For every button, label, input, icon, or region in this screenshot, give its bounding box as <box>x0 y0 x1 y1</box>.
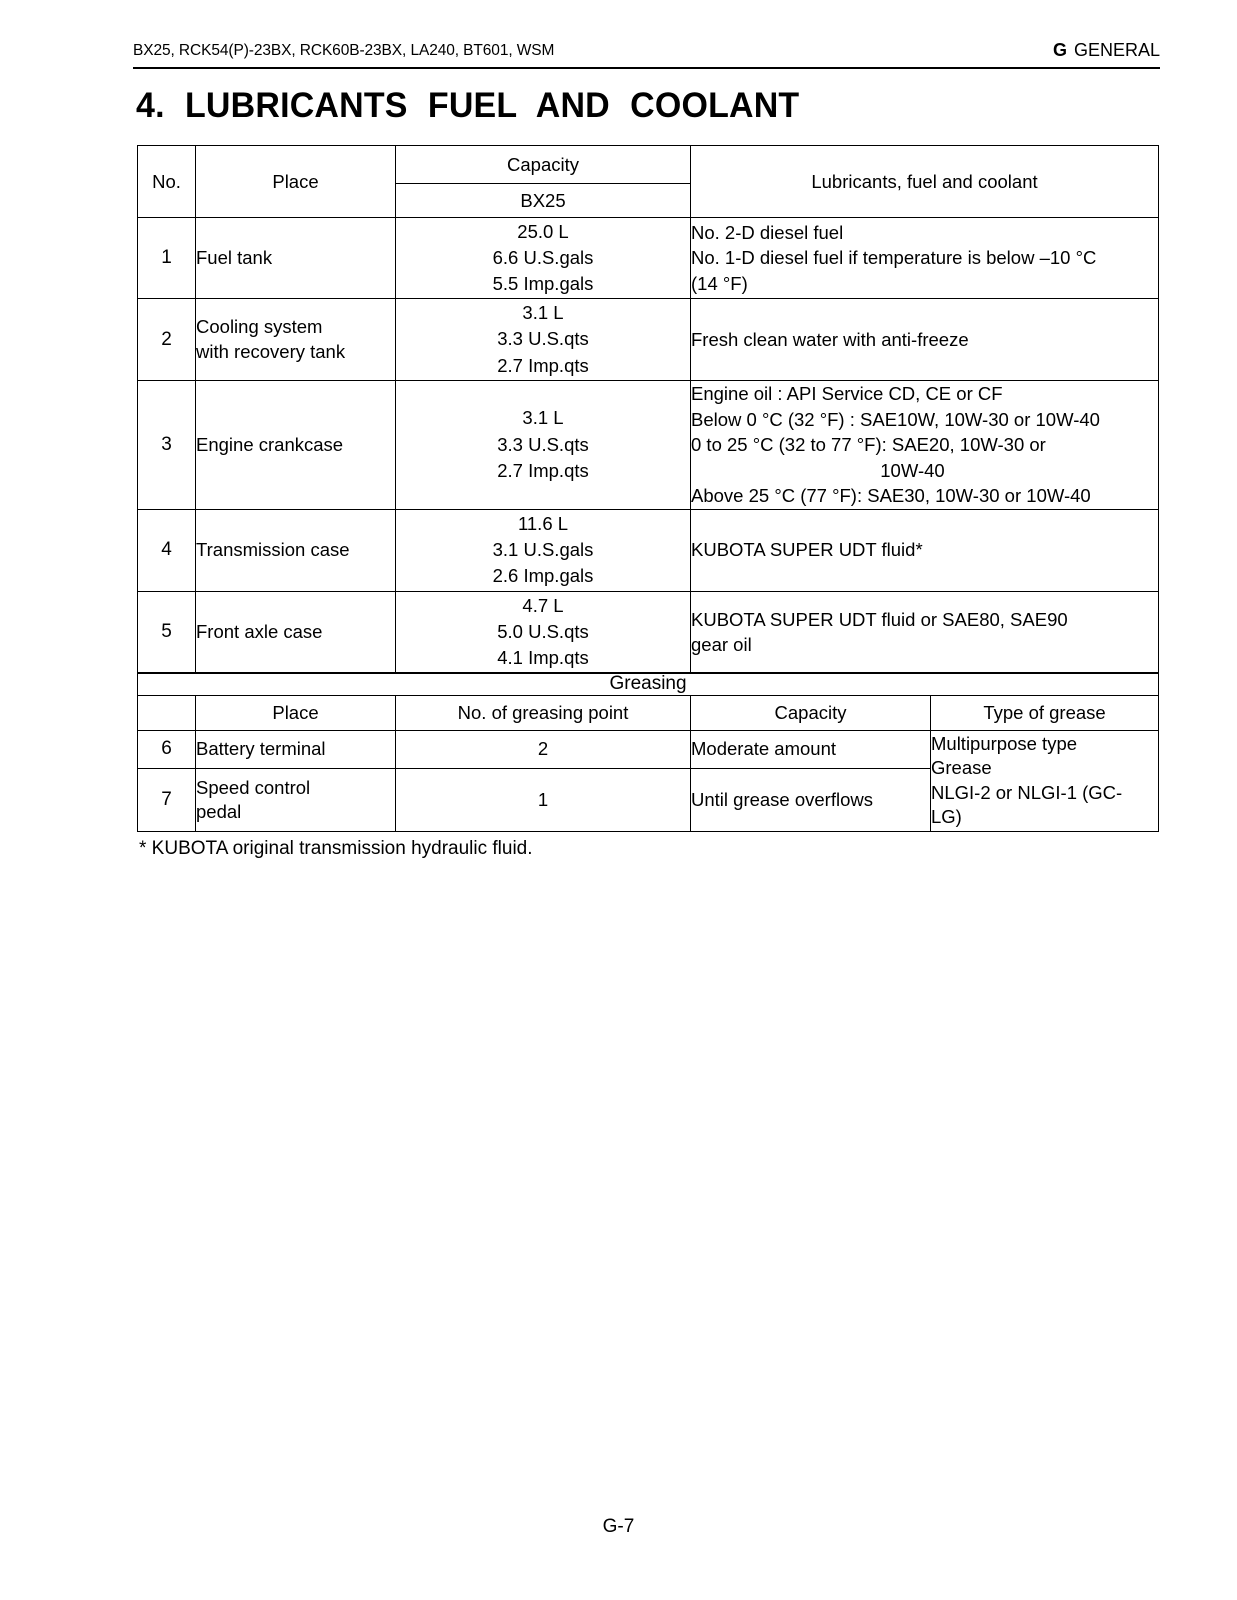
row-number: 3 <box>138 381 196 510</box>
row-grease-type <box>931 730 1159 831</box>
place-line: Front axle case <box>196 621 323 643</box>
lubricant-line: (14 °F) <box>691 272 748 294</box>
row-greasing-points: 2 <box>396 730 691 768</box>
specs-table-wrapper <box>137 145 1158 832</box>
lubricant-line: No. 1-D diesel fuel if temperature is below –10 °C <box>691 247 1097 269</box>
table-row <box>138 381 1159 510</box>
row-place <box>196 381 396 510</box>
row-number: 4 <box>138 509 196 591</box>
lubricant-line: Engine oil : API Service CD, CE or CF <box>691 383 1003 404</box>
row-number: 2 <box>138 299 196 381</box>
greasing-col-header-place: Place <box>196 695 396 730</box>
row-place <box>196 218 396 299</box>
table-footnote: * KUBOTA original transmission hydraulic fluid. <box>139 838 533 859</box>
row-number: 7 <box>138 768 196 831</box>
capacity-line: 11.6 L <box>517 512 569 534</box>
row-lubricants <box>691 381 1159 510</box>
lubricant-line: KUBOTA SUPER UDT fluid* <box>691 539 923 561</box>
lubricant-line: 0 to 25 °C (32 to 77 °F): SAE20, 10W-30 or <box>691 434 1046 456</box>
col-header-capacity: Capacity <box>396 146 691 184</box>
lubricant-line: 10W-40 <box>880 459 945 481</box>
grease-type-line: NLGI-2 or NLGI-1 (GC- <box>931 781 1123 803</box>
row-lubricants <box>691 509 1159 591</box>
place-line: Speed control <box>196 776 311 798</box>
capacity-line: 3.3 U.S.qts <box>497 328 589 350</box>
greasing-band-row <box>138 672 1159 695</box>
row-place <box>196 591 396 673</box>
greasing-col-header-no <box>138 695 196 730</box>
capacity-line: 3.3 U.S.qts <box>497 433 589 455</box>
capacity-line: 6.6 U.S.gals <box>492 246 594 268</box>
row-capacity <box>396 509 691 591</box>
place-line: Battery terminal <box>196 738 326 760</box>
row-lubricants <box>691 218 1159 299</box>
place-line: Cooling system <box>196 316 323 338</box>
capacity-line: 3.1 U.S.gals <box>492 538 594 560</box>
header-rule <box>133 67 1160 69</box>
grease-type-line: LG) <box>931 806 962 828</box>
row-number: 6 <box>138 730 196 768</box>
capacity-line: 3.1 L <box>522 302 564 324</box>
lubricant-line: KUBOTA SUPER UDT fluid or SAE80, SAE90 <box>691 608 1068 630</box>
table-row <box>138 509 1159 591</box>
row-capacity <box>396 218 691 299</box>
lubricants-table <box>137 145 1159 674</box>
greasing-col-header-capacity: Capacity <box>691 695 931 730</box>
greasing-col-header-points: No. of greasing point <box>396 695 691 730</box>
col-header-no: No. <box>138 146 196 218</box>
place-line: Transmission case <box>196 539 350 561</box>
greasing-table <box>137 672 1159 832</box>
row-place <box>196 730 396 768</box>
capacity-line: 5.5 Imp.gals <box>492 273 594 295</box>
col-header-lubricants: Lubricants, fuel and coolant <box>691 146 1159 218</box>
row-number: 1 <box>138 218 196 299</box>
capacity-line: 4.1 Imp.qts <box>497 647 589 669</box>
header-section-letter: G <box>1052 40 1067 60</box>
header-model-list: BX25, RCK54(P)-23BX, RCK60B-23BX, LA240, BT601, WSM <box>133 42 555 59</box>
col-header-model-bx25: BX25 <box>396 184 691 218</box>
table-row <box>138 218 1159 299</box>
page-number: G-7 <box>602 1516 635 1537</box>
grease-type-line: Multipurpose type <box>931 733 1078 755</box>
running-header <box>133 42 1160 68</box>
row-greasing-points: 1 <box>396 768 691 831</box>
row-lubricants <box>691 299 1159 381</box>
header-section-label <box>1053 40 1160 61</box>
place-line: with recovery tank <box>196 340 346 362</box>
capacity-line: 2.6 Imp.gals <box>492 565 594 587</box>
header-section-name: GENERAL <box>1073 40 1160 60</box>
capacity-line: 5.0 U.S.qts <box>497 620 589 642</box>
capacity-line: 3.1 L <box>522 407 564 429</box>
row-place <box>196 768 396 831</box>
grease-type-line: Grease <box>931 757 992 779</box>
table-header-row-1 <box>138 146 1159 184</box>
greasing-header-row <box>138 695 1159 730</box>
row-place <box>196 509 396 591</box>
capacity-line: 2.7 Imp.qts <box>497 459 589 481</box>
lubricant-line: gear oil <box>691 634 752 656</box>
capacity-line: 2.7 Imp.qts <box>497 354 589 376</box>
table-row <box>138 591 1159 673</box>
lubricant-line: Fresh clean water with anti-freeze <box>691 328 969 350</box>
place-line: Fuel tank <box>196 246 273 268</box>
place-line: pedal <box>196 800 242 822</box>
row-number: 5 <box>138 591 196 673</box>
row-place <box>196 299 396 381</box>
capacity-line: 4.7 L <box>522 594 564 616</box>
lubricant-line: Above 25 °C (77 °F): SAE30, 10W-30 or 10W-40 <box>691 485 1091 507</box>
capacity-line: 25.0 L <box>517 220 569 242</box>
row-greasing-capacity: Until grease overflows <box>691 768 931 831</box>
page-title: 4. LUBRICANTS FUEL AND COOLANT <box>136 86 800 125</box>
row-capacity <box>396 591 691 673</box>
table-row <box>138 299 1159 381</box>
row-capacity <box>396 381 691 510</box>
row-capacity <box>396 299 691 381</box>
table-row <box>138 730 1159 768</box>
row-greasing-capacity: Moderate amount <box>691 730 931 768</box>
greasing-section-label: Greasing <box>138 672 1159 695</box>
col-header-place: Place <box>196 146 396 218</box>
greasing-col-header-type: Type of grease <box>931 695 1159 730</box>
lubricant-line: No. 2-D diesel fuel <box>691 221 844 243</box>
lubricant-line: Below 0 °C (32 °F) : SAE10W, 10W-30 or 10W-40 <box>691 408 1100 430</box>
row-lubricants <box>691 591 1159 673</box>
place-line: Engine crankcase <box>196 433 344 455</box>
